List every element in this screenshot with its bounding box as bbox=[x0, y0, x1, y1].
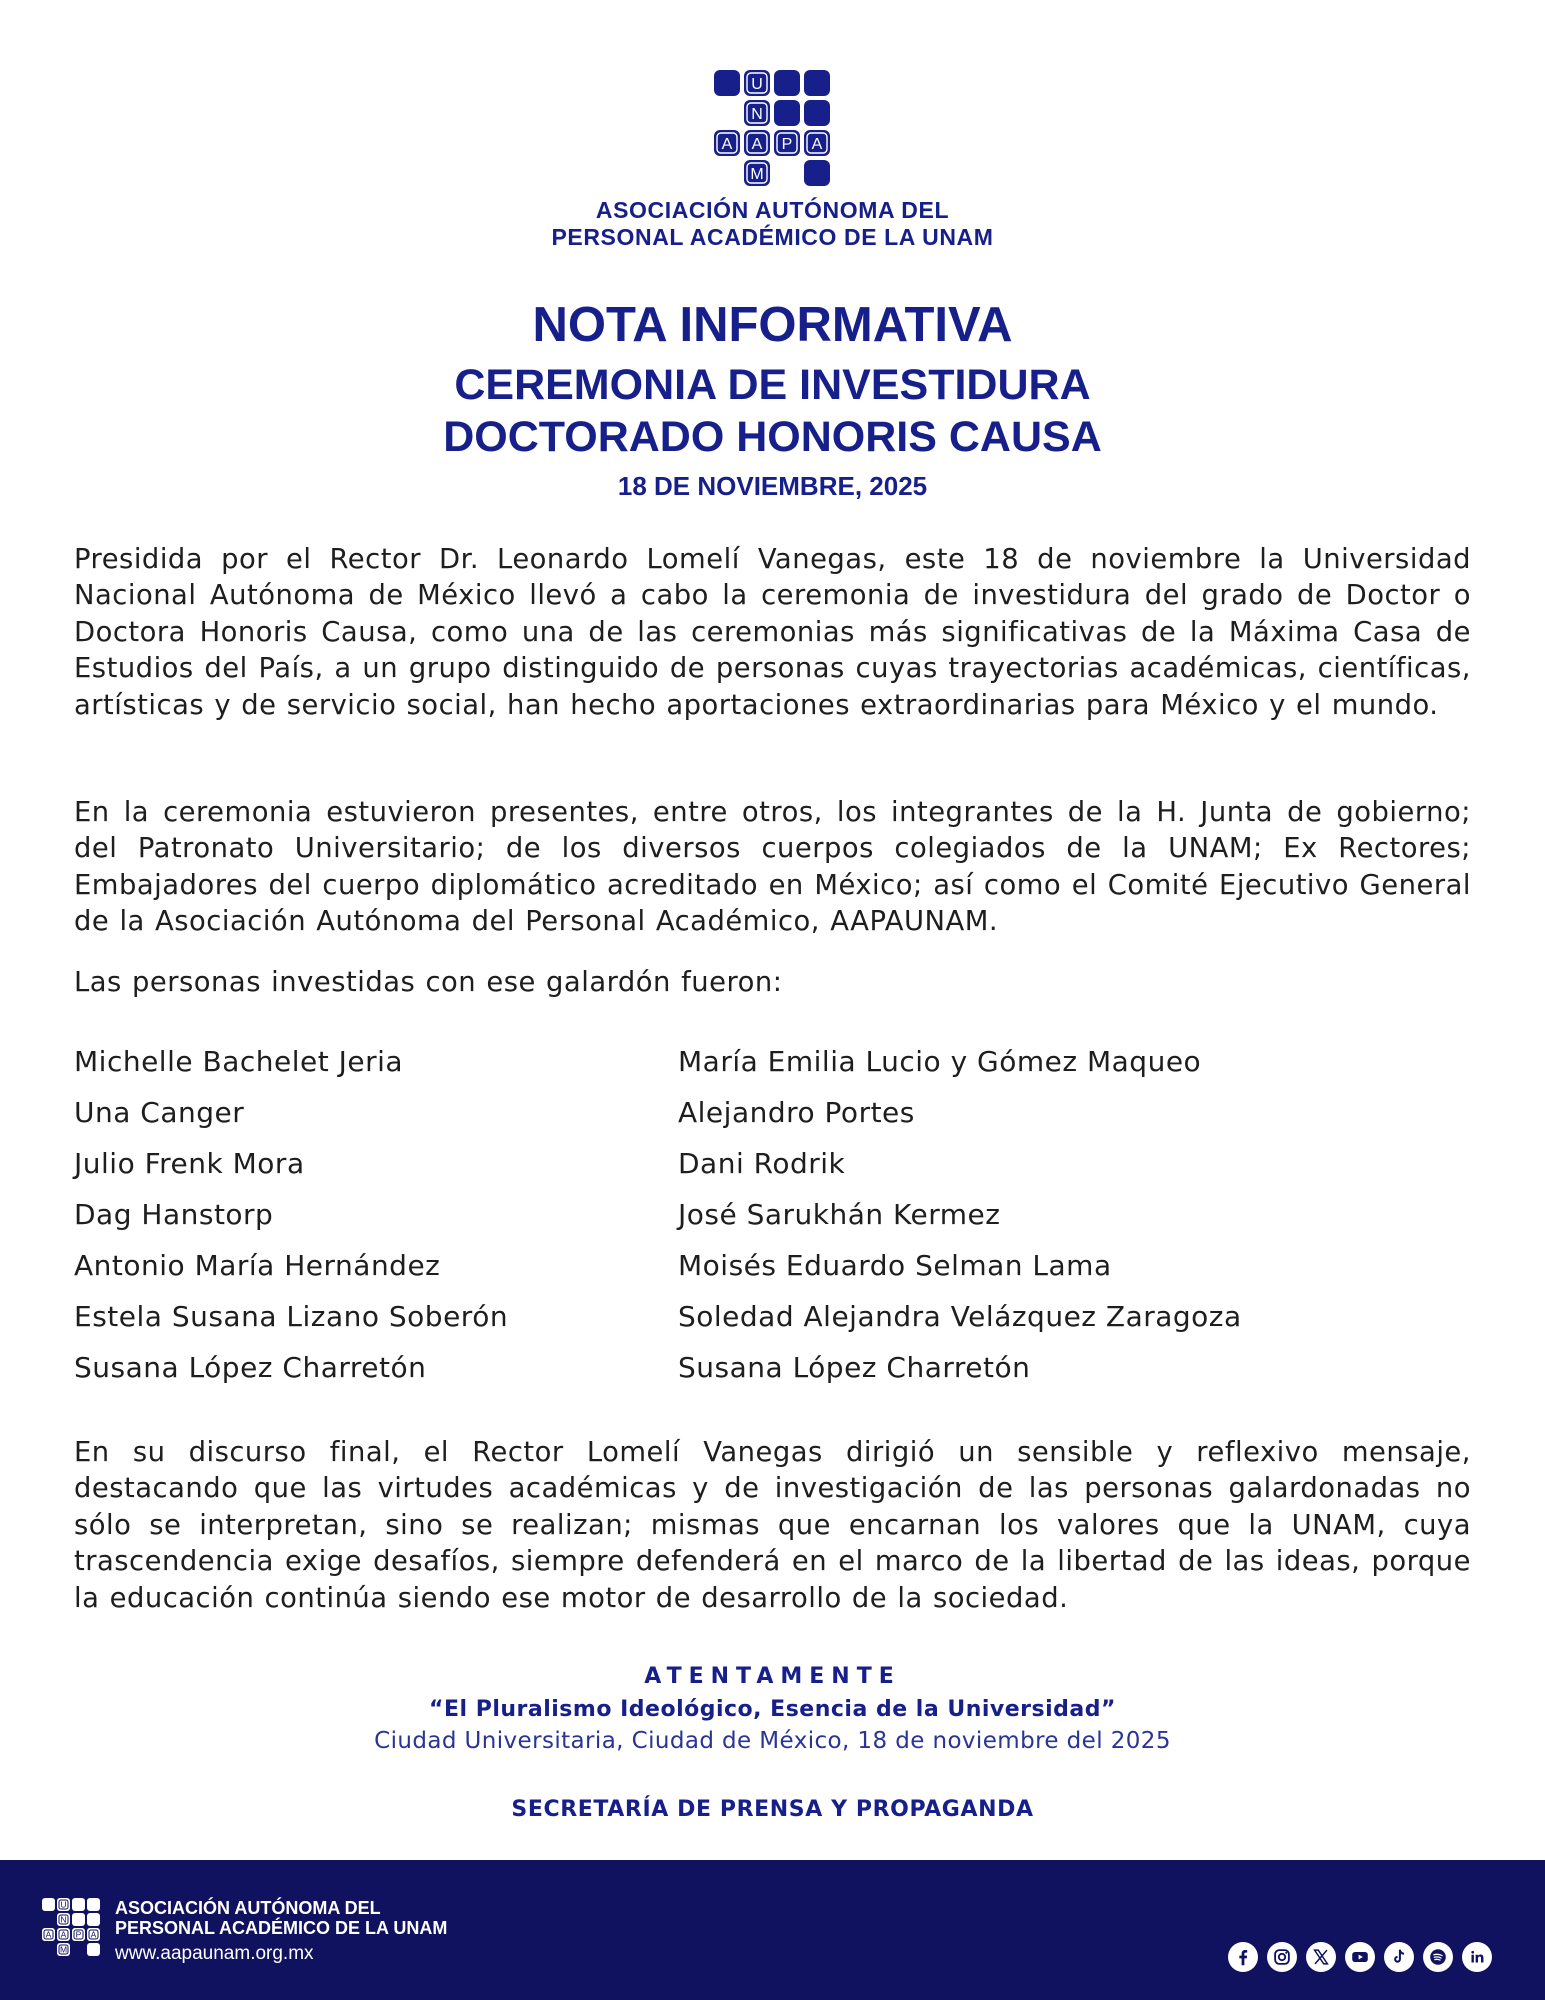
subtitle-ceremony: CEREMONIA DE INVESTIDURA bbox=[454, 361, 1091, 409]
aapaunam-logo bbox=[714, 70, 830, 186]
closing-salutation: ATENTAMENTE bbox=[644, 1664, 901, 1689]
svg-text:U: U bbox=[751, 76, 763, 93]
social-links bbox=[1228, 1942, 1501, 1972]
svg-text:N: N bbox=[60, 1914, 67, 1925]
list-item: Dani Rodrik bbox=[678, 1147, 846, 1180]
paragraph-intro: Presidida por el Rector Dr. Leonardo Lomelí Vanegas, este 18 de noviembre la Universidad Nacional Autónoma de México llevó a cabo la ceremonia de investidura del grado de Doctor o Doctora Honoris Causa, como una de las ceremonias más significativas de la Máxima Casa de Estudios del País, a un grupo distinguido de personas cuyas trayectorias académicas, científicas, artísticas y de servicio social, han hecho aportaciones extraordinarias para México y el mundo. bbox=[74, 544, 1471, 721]
svg-text:M: M bbox=[750, 166, 764, 183]
svg-text:N: N bbox=[751, 106, 763, 123]
list-item: Soledad Alejandra Velázquez Zaragoza bbox=[678, 1300, 1242, 1333]
paragraph-closing: En su discurso final, el Rector Lomelí Vanegas dirigió un sensible y reflexivo mensaje, destacando que las virtudes académicas y de investigación de las personas galardonadas no sólo se interpretan, sino se realizan; mismas que encarnan los valores que la UNAM, cuya trascendencia exige desafíos, siempre defenderá en el marco de la libertad de las ideas, porque la educación continúa siendo ese motor de desarrollo de la sociedad. bbox=[74, 1437, 1471, 1614]
x-icon[interactable] bbox=[1306, 1942, 1336, 1972]
page-title: NOTA INFORMATIVA bbox=[532, 298, 1013, 352]
list-item: Susana López Charretón bbox=[74, 1351, 427, 1384]
svg-text:A: A bbox=[721, 136, 733, 153]
svg-text:P: P bbox=[75, 1929, 82, 1940]
place-date: Ciudad Universitaria, Ciudad de México, 18 de noviembre del 2025 bbox=[374, 1728, 1171, 1754]
svg-text:A: A bbox=[751, 136, 763, 153]
youtube-icon[interactable] bbox=[1345, 1942, 1375, 1972]
svg-text:P: P bbox=[781, 136, 793, 153]
list-item: Julio Frenk Mora bbox=[74, 1147, 305, 1180]
footer-bar bbox=[0, 1860, 1545, 2000]
instagram-icon[interactable] bbox=[1267, 1942, 1297, 1972]
svg-text:A: A bbox=[45, 1929, 52, 1940]
list-item: Antonio María Hernández bbox=[74, 1249, 441, 1282]
svg-text:U: U bbox=[60, 1899, 67, 1910]
org-name-line1: ASOCIACIÓN AUTÓNOMA DEL bbox=[595, 197, 950, 223]
org-name-header bbox=[0, 197, 1545, 251]
svg-text:A: A bbox=[60, 1929, 67, 1940]
title-date: 18 DE NOVIEMBRE, 2025 bbox=[617, 471, 928, 501]
svg-text:M: M bbox=[59, 1944, 68, 1955]
issuing-office: SECRETARÍA DE PRENSA Y PROPAGANDA bbox=[511, 1797, 1034, 1822]
honorees-list-left bbox=[74, 1036, 508, 1393]
footer-org-line2: PERSONAL ACADÉMICO DE LA UNAM bbox=[115, 1918, 448, 1938]
list-item: Moisés Eduardo Selman Lama bbox=[678, 1249, 1112, 1282]
tiktok-icon[interactable] bbox=[1384, 1942, 1414, 1972]
list-item: María Emilia Lucio y Gómez Maqueo bbox=[678, 1045, 1202, 1078]
list-item: Michelle Bachelet Jeria bbox=[74, 1045, 404, 1078]
list-item: Una Canger bbox=[74, 1096, 245, 1129]
linkedin-icon[interactable] bbox=[1462, 1942, 1492, 1972]
list-intro: Las personas investidas con ese galardón fueron: bbox=[74, 967, 783, 998]
footer-org-name bbox=[115, 1898, 447, 1938]
facebook-icon[interactable] bbox=[1228, 1942, 1258, 1972]
motto: “El Pluralismo Ideológico, Esencia de la Universidad” bbox=[429, 1697, 1116, 1722]
website-link[interactable]: www.aapaunam.org.mx bbox=[115, 1943, 314, 1964]
spotify-icon[interactable] bbox=[1423, 1942, 1453, 1972]
svg-text:A: A bbox=[811, 136, 823, 153]
aapaunam-logo-footer bbox=[42, 1898, 100, 1956]
svg-text:A: A bbox=[90, 1929, 97, 1940]
list-item: Estela Susana Lizano Soberón bbox=[74, 1300, 509, 1333]
list-item: Dag Hanstorp bbox=[74, 1198, 274, 1231]
list-item: Susana López Charretón bbox=[678, 1351, 1031, 1384]
honorees-list-right bbox=[678, 1036, 1242, 1393]
paragraph-attendees: En la ceremonia estuvieron presentes, entre otros, los integrantes de la H. Junta de gobierno; del Patronato Universitario; de los diversos cuerpos colegiados de la UNAM; Ex Rectores; Embajadores del cuerpo diplomático acreditado en México; así como el Comité Ejecutivo General de la Asociación Autónoma del Personal Académico, AAPAUNAM. bbox=[74, 797, 1471, 938]
list-item: Alejandro Portes bbox=[678, 1096, 915, 1129]
list-item: José Sarukhán Kermez bbox=[678, 1198, 1001, 1231]
footer-org-line1: ASOCIACIÓN AUTÓNOMA DEL bbox=[115, 1898, 381, 1918]
subtitle-doctorate: DOCTORADO HONORIS CAUSA bbox=[443, 413, 1102, 461]
org-name-line2: PERSONAL ACADÉMICO DE LA UNAM bbox=[551, 224, 994, 250]
